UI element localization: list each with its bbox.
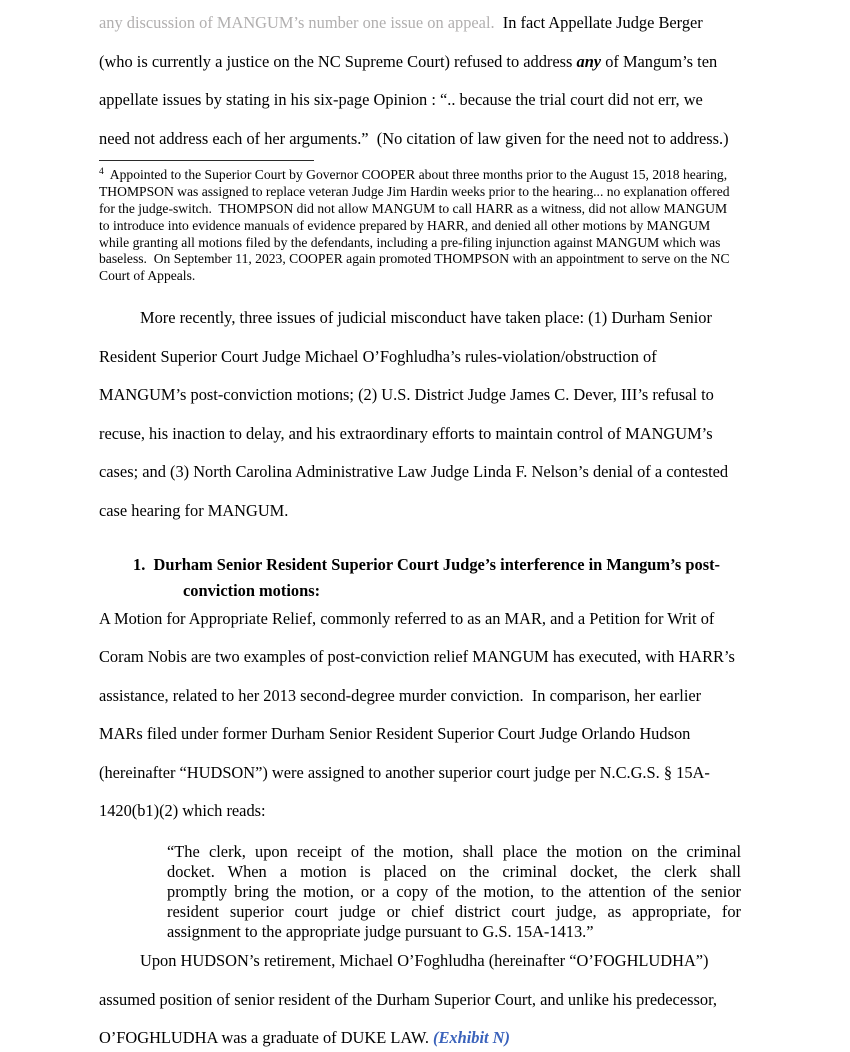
paragraph-mar xyxy=(99,600,832,832)
text-line: 1420(b1)(2) which reads: xyxy=(99,801,266,821)
text-line: need not address each of her arguments.” (No citation of law given for the need not to address.) xyxy=(99,128,729,148)
text-line: A Motion for Appropriate Relief, commonly referred to as an MAR, and a Petition for Writ of xyxy=(99,608,715,628)
text-line: MARs filed under former Durham Senior Resident Superior Court Judge Orlando Hudson xyxy=(99,724,691,744)
blockquote-line: promptly bring the motion, or a copy of the motion, to the attention of the senior xyxy=(167,882,741,902)
text-line xyxy=(99,1019,832,1052)
text-line: Coram Nobis are two examples of post-conviction relief MANGUM has executed, with HARR’s xyxy=(99,647,735,667)
text-line xyxy=(99,43,832,82)
emphasized-any: any xyxy=(576,51,602,71)
footnote-line: to introduce into evidence manuals of evidence prepared by HARR, and denied all other motions by MANGUM xyxy=(99,217,711,233)
text-line: cases; and (3) North Carolina Administrative Law Judge Linda F. Nelson’s denial of a contested xyxy=(99,462,729,482)
footnote-line: while granting all motions filed by the defendants, including a pre-filing injunction against MANGUM which was xyxy=(99,234,721,250)
text-line: Upon HUDSON’s retirement, Michael O’Foghludha (hereinafter “O’FOGHLUDHA”) xyxy=(140,951,709,971)
text-segment: (who is currently a justice on the NC Supreme Court) refused to address xyxy=(99,51,577,71)
text-line: assumed position of senior resident of the Durham Superior Court, and unlike his predecessor, xyxy=(99,989,717,1009)
paragraph-appeal-intro xyxy=(99,0,832,158)
text-segment: In fact Appellate Judge Berger xyxy=(494,13,703,32)
text-segment: Appointed to the Superior Court by Governor COOPER about three months prior to the August 15, 2018 hearing, xyxy=(103,167,728,183)
paragraph-hudson-retirement xyxy=(99,942,832,1052)
text-line xyxy=(99,4,832,43)
blockquote-line: “The clerk, upon receipt of the motion, shall place the motion on the criminal xyxy=(167,842,741,862)
statute-blockquote xyxy=(167,842,741,942)
text-line: MANGUM’s post-conviction motions; (2) U.S. District Judge James C. Dever, III’s refusal to xyxy=(99,385,714,405)
text-line: Resident Superior Court Judge Michael O’Foghludha’s rules-violation/obstruction of xyxy=(99,346,657,366)
footnote-line xyxy=(99,164,832,184)
footnote-line: Court of Appeals. xyxy=(99,268,196,284)
text-segment: of Mangum’s ten xyxy=(601,51,718,71)
text-line: case hearing for MANGUM. xyxy=(99,500,289,520)
text-line: More recently, three issues of judicial misconduct have taken place: (1) Durham Senior xyxy=(140,307,712,327)
blockquote-line: assignment to the appropriate judge pursuant to G.S. 15A-1413.” xyxy=(167,922,594,942)
text-segment: O’FOGHLUDHA was a graduate of DUKE LAW. xyxy=(99,1028,434,1048)
footnote-line: THOMPSON was assigned to replace veteran Judge Jim Hardin weeks prior to the hearing... no explanation offered xyxy=(99,184,730,200)
section-heading-1 xyxy=(99,552,832,604)
footnote-line: for the judge-switch. THOMPSON did not allow MANGUM to call HARR as a witness, did not allow MANGUM xyxy=(99,200,728,216)
exhibit-n-link[interactable]: (Exhibit N) xyxy=(433,1028,510,1048)
footnote-separator xyxy=(99,160,314,161)
text-line: appellate issues by stating in his six-page Opinion : “.. because the trial court did not err, we xyxy=(99,90,703,110)
footnote-4 xyxy=(99,164,832,285)
heading-line: 1. Durham Senior Resident Superior Court Judge’s interference in Mangum’s post- xyxy=(133,554,721,574)
footnote-marker: 4 xyxy=(99,167,104,178)
blockquote-line: resident superior court judge or chief district court judge, as appropriate, for xyxy=(167,902,741,922)
heading-line: conviction motions: xyxy=(183,580,321,600)
blockquote-line: docket. When a motion is placed on the criminal docket, the clerk shall xyxy=(167,862,741,882)
footnote-line: baseless. On September 11, 2023, COOPER again promoted THOMPSON with an appointment to serve on the NC xyxy=(99,251,730,267)
paragraph-misconduct xyxy=(99,299,832,531)
text-line: (hereinafter “HUDSON”) were assigned to another superior court judge per N.C.G.S. § 15A- xyxy=(99,762,710,782)
greyed-text: any discussion of MANGUM’s number one issue on appeal. xyxy=(99,13,495,32)
text-line: assistance, related to her 2013 second-degree murder conviction. In comparison, her earlier xyxy=(99,685,702,705)
text-line: recuse, his inaction to delay, and his extraordinary efforts to maintain control of MANGUM’s xyxy=(99,423,713,443)
